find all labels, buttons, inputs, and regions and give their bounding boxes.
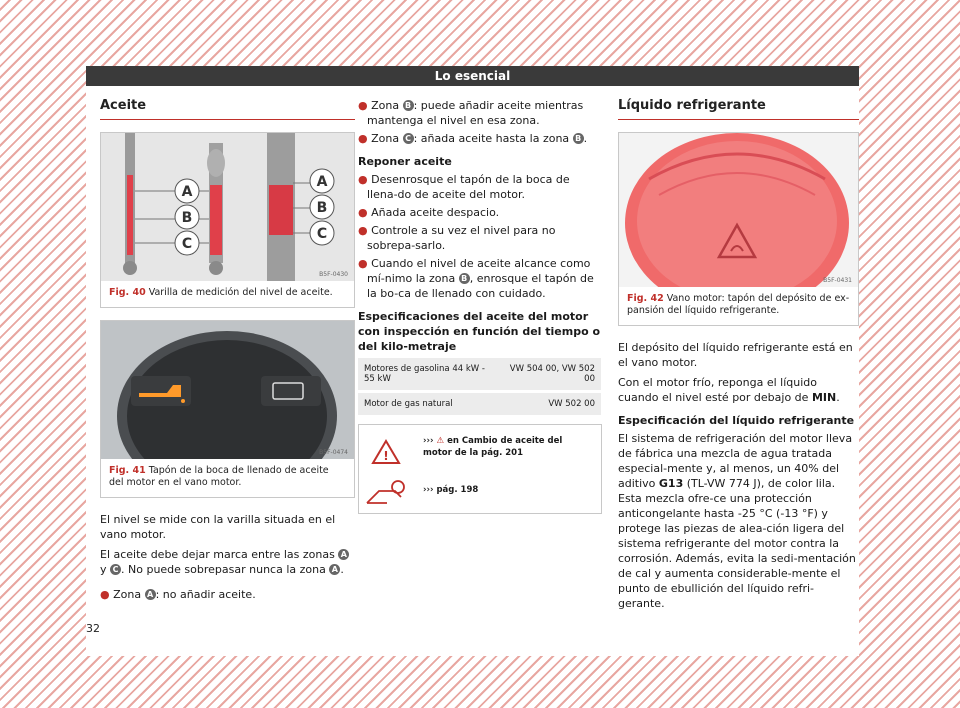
label-c-right: C — [316, 226, 328, 242]
label-c: C — [181, 236, 193, 252]
bullet-icon: ● — [358, 224, 368, 237]
warning-box — [358, 424, 602, 514]
figure-code: B5F-0430 — [319, 271, 348, 278]
figure-label: Fig. 42 — [627, 293, 664, 304]
zone-badge: B — [573, 133, 584, 144]
zone-badge: B — [459, 273, 470, 284]
bullet-icon: ● — [100, 588, 110, 601]
table-cell: VW 502 00 — [503, 392, 601, 417]
heading-liquido-refrigerante: Líquido refrigerante — [618, 86, 859, 120]
dipstick-image — [101, 133, 354, 281]
dipstick-illustration — [101, 133, 354, 281]
text-run: Cuando el nivel de aceite alcance como mí-nimo la zona — [367, 257, 591, 285]
ref-text: en Cambio de aceite del motor de la pág. 201 — [423, 436, 563, 458]
text-run: . — [836, 391, 840, 404]
text-run: y — [100, 563, 107, 576]
bullet-icon: ● — [358, 99, 368, 112]
heading-aceite: Aceite — [100, 86, 355, 120]
label-a-right: A — [316, 174, 328, 190]
oil-cap-illustration — [101, 321, 354, 459]
bullet-item — [358, 205, 602, 220]
text-run: Zona — [113, 588, 142, 601]
paragraph: El depósito del líquido refrigerante está en el vano motor. — [618, 341, 853, 369]
caption-text: Tapón de la boca de llenado de aceite del motor en el vano motor. — [109, 465, 329, 488]
paragraph: El nivel se mide con la varilla situada en el vano motor. — [100, 513, 336, 541]
bullet-item — [358, 223, 602, 253]
text-run: : añada aceite hasta la zona — [413, 132, 570, 145]
zone-badge: A — [338, 549, 349, 560]
table-cell: VW 504 00, VW 502 00 — [503, 358, 601, 392]
table-row — [358, 358, 601, 392]
text-run: . — [583, 132, 588, 145]
text-run: . — [340, 563, 344, 576]
warning-triangle-icon — [371, 439, 401, 465]
text-run: El aceite debe dejar marca entre las zonas — [100, 548, 335, 561]
column-refill — [358, 86, 602, 514]
manual-page — [86, 66, 859, 656]
figure-label: Fig. 40 — [109, 287, 146, 298]
col1-body — [100, 512, 355, 602]
text-run: . No puede sobrepasar nunca la zona — [121, 563, 326, 576]
zone-badge: C — [110, 564, 121, 575]
coolant-cap-image — [619, 133, 858, 287]
text-run: : puede añadir aceite mientras mantenga el nivel en esa zona. — [367, 99, 584, 127]
coolant-cap-illustration — [619, 133, 858, 287]
bullet-item — [358, 98, 602, 128]
oil-cap-image — [101, 321, 354, 459]
col2-body — [358, 86, 602, 514]
additive-name: G13 — [658, 477, 684, 490]
figure-41-caption — [101, 459, 354, 497]
note-reference[interactable]: ››› pág. 198 — [423, 485, 479, 495]
text-run: El sistema de refrigeración del motor lleva de fábrica una mezcla de agua tratada especial-mente y, al menos, un 40% del aditivo — [618, 432, 853, 490]
subheading-reponer: Reponer aceite — [358, 155, 452, 168]
text-run: (TL-VW 774 J), de color lila. Esta mezcla ofre-ce una protección anticongelante hasta -25 °C (-13 °F) y protege las piezas de alea-ción ligera del sistema refrigerante del motor contra la corrosión. Además, evita la sedi-mentación de cal y aumenta considerable-mente el punto de ebullición del líquido refri-gerante. — [618, 477, 856, 610]
bullet-item — [358, 131, 602, 146]
paragraph — [618, 375, 859, 405]
min-mark: MIN — [811, 391, 837, 404]
text-run: Zona — [371, 99, 400, 112]
bullet-item — [100, 587, 355, 602]
ref-arrows: ››› — [423, 436, 434, 446]
column-coolant — [618, 86, 859, 616]
column-oil — [100, 86, 355, 605]
zone-badge: C — [403, 133, 414, 144]
zone-badge: A — [329, 564, 340, 575]
figure-label: Fig. 41 — [109, 465, 146, 476]
small-warning-icon: ⚠ — [436, 436, 445, 446]
bullet-icon: ● — [358, 173, 368, 186]
page-number: 32 — [86, 622, 100, 635]
warning-reference[interactable] — [423, 435, 593, 459]
text-run: Controle a su vez el nivel para no sobrepa-sarlo. — [367, 224, 556, 252]
table-row — [358, 392, 601, 417]
text-run: , enrosque el tapón de la bo-ca de llenado con cuidado. — [367, 272, 594, 300]
bullet-icon: ● — [358, 206, 368, 219]
bullet-icon: ● — [358, 132, 368, 145]
label-a: A — [181, 184, 193, 200]
caption-text: Varilla de medición del nivel de aceite. — [148, 287, 333, 298]
label-b: B — [181, 210, 193, 226]
figure-42 — [618, 132, 859, 326]
text-run: : no añadir aceite. — [155, 588, 256, 601]
figure-40-caption — [101, 281, 354, 307]
figure-code: B5F-0474 — [319, 449, 348, 456]
section-header: Lo esencial — [86, 66, 859, 86]
zone-badge: B — [403, 100, 414, 111]
paragraph — [618, 431, 859, 611]
oil-spec-table — [358, 358, 601, 418]
text-run: Zona — [371, 132, 400, 145]
figure-42-caption — [619, 287, 858, 325]
zone-badge: A — [145, 589, 156, 600]
subheading-specs: Especificaciones del aceite del motor con inspección en función del tiempo o del kilo-metraje — [358, 310, 601, 353]
bullet-icon: ● — [358, 257, 368, 270]
bullet-item — [358, 172, 602, 202]
table-cell: Motores de gasolina 44 kW - 55 kW — [358, 358, 503, 392]
subheading-coolant-spec: Especificación del líquido refrigerante — [618, 414, 855, 427]
table-cell: Motor de gas natural — [358, 392, 503, 417]
text-run: Con el motor frío, reponga el líquido cuando el nivel esté por debajo de — [618, 376, 817, 404]
text-run: Añada aceite despacio. — [371, 206, 500, 219]
bullet-item — [358, 256, 602, 301]
paragraph — [100, 547, 355, 577]
svg-text:!: ! — [383, 449, 389, 463]
hand-note-icon — [365, 477, 409, 507]
caption-text: Vano motor: tapón del depósito de ex-pansión del líquido refrigerante. — [627, 293, 850, 316]
text-run: Desenrosque el tapón de la boca de llena-do de aceite del motor. — [367, 173, 570, 201]
figure-code: B5F-0431 — [823, 277, 852, 284]
col3-body — [618, 340, 859, 611]
figure-40 — [100, 132, 355, 308]
label-b-right: B — [316, 200, 328, 216]
figure-41 — [100, 320, 355, 498]
